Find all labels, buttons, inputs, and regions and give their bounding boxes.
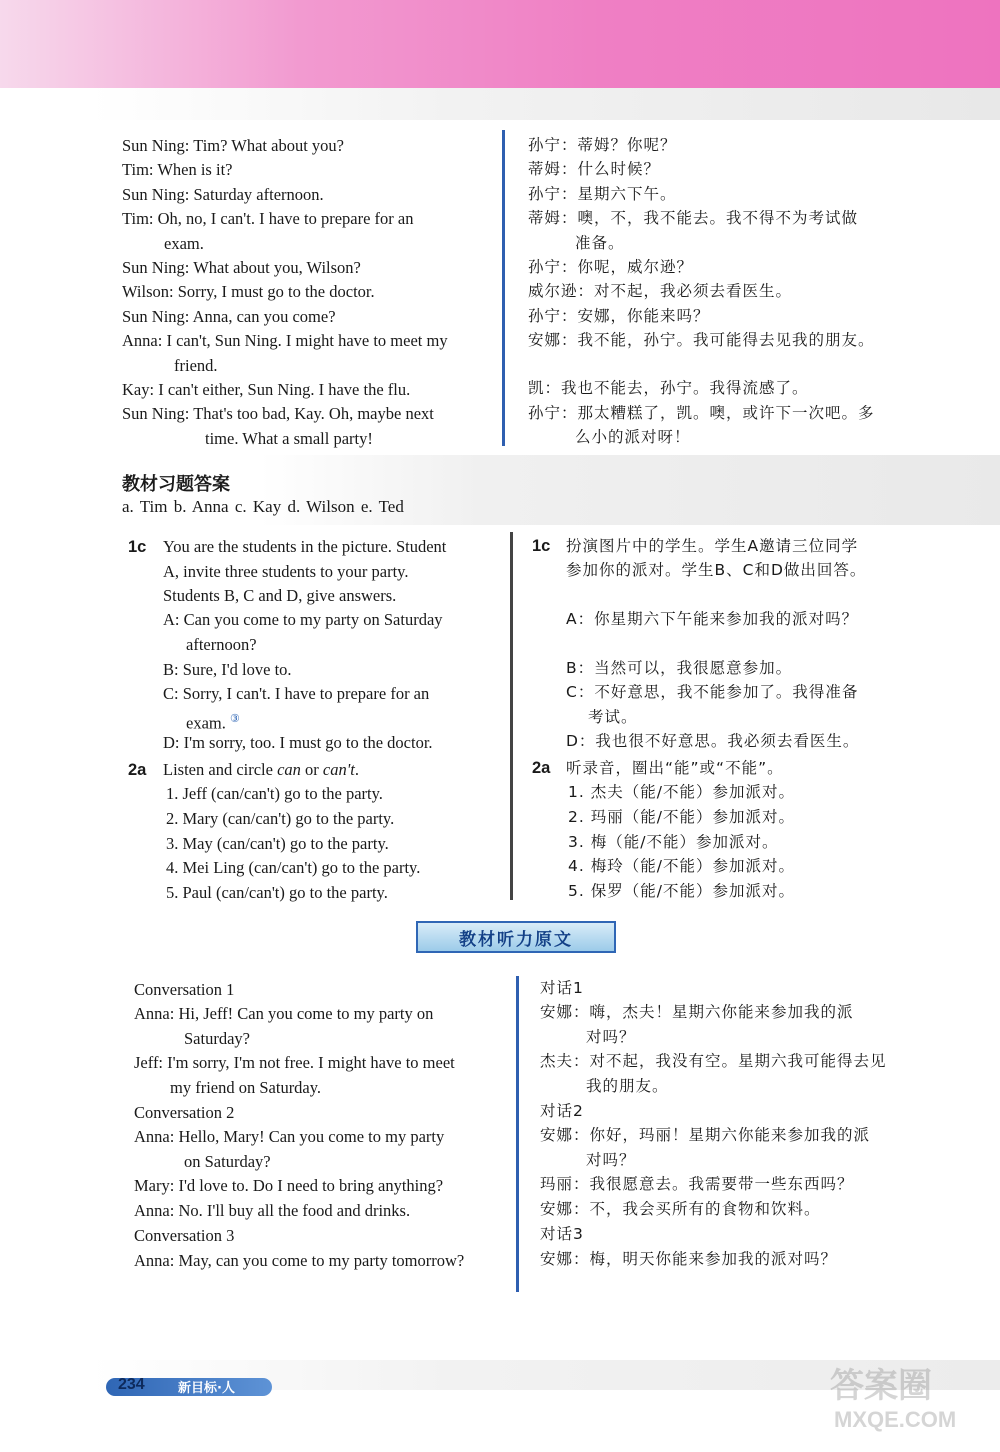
top-shade-band: [90, 88, 1000, 120]
dialogue-line-zh: 凯：我也不能去，孙宁。我得流感了。: [528, 379, 809, 397]
exercise-label: 2a: [532, 759, 551, 777]
circled-number-mark: ③: [229, 713, 240, 725]
dialogue-line-zh: 孙宁：星期六下午。: [528, 185, 677, 203]
dialogue-line: Sun Ning: Saturday afternoon.: [122, 185, 324, 204]
dialogue-line: Anna: I can't, Sun Ning. I might have to meet my: [122, 331, 448, 350]
dialogue-line-zh: 孙宁：那太糟糕了，凯。噢，或许下一次吧。多: [528, 404, 875, 422]
exercise-title: [163, 758, 359, 782]
conversation-line: Conversation 3: [134, 1226, 235, 1245]
conversation-line: my friend on Saturday.: [170, 1078, 322, 1097]
exercise-line: 4. Mei Ling (can/can't) go to the party.: [166, 858, 421, 877]
dialogue-line-zh: 孙宁：你呢，威尔逊？: [528, 258, 694, 276]
exercise-line-zh: 4. 梅玲（能/不能）参加派对。: [568, 857, 795, 875]
banner-title: 教材听力原文: [459, 929, 573, 950]
dialogue-line: friend.: [174, 356, 218, 375]
exercise-line: 3. May (can/can't) go to the party.: [166, 834, 389, 853]
dialogue-line: Sun Ning: What about you, Wilson?: [122, 258, 361, 277]
watermark-bottom-text: MXQE.COM: [834, 1407, 957, 1432]
conversation-line-zh: 对话3: [540, 1225, 584, 1243]
dialogue-line: Wilson: Sorry, I must go to the doctor.: [122, 282, 375, 301]
column-divider: [502, 130, 505, 446]
answers-line: a. Tim b. Anna c. Kay d. Wilson e. Ted: [122, 497, 404, 516]
title-text: Listen and circle: [163, 760, 278, 779]
exercise-line: 5. Paul (can/can't) go to the party.: [166, 883, 388, 902]
conversation-line-zh: 对话2: [540, 1102, 584, 1120]
dialogue-line-zh: 孙宁：安娜，你能来吗？: [528, 307, 710, 325]
exercise-line-zh: 考试。: [588, 708, 638, 726]
conversation-line-zh: 玛丽：我很愿意去。我需要带一些东西吗？: [540, 1175, 854, 1193]
exercise-line: You are the students in the picture. Student: [163, 537, 447, 556]
conversation-line-zh: 杰夫：对不起，我没有空。星期六我可能得去见: [540, 1052, 887, 1070]
exercise-line-zh: A：你星期六下午能来参加我的派对吗？: [566, 610, 859, 628]
exercise-line: C: Sorry, I can't. I have to prepare for an: [163, 684, 430, 703]
answers-heading: 教材习题答案: [122, 474, 230, 495]
exercise-label: 1c: [532, 537, 551, 555]
exercise-line-zh: 1. 杰夫（能/不能）参加派对。: [568, 783, 795, 801]
title-end: .: [354, 760, 359, 779]
conversation-line-zh: 安娜：梅，明天你能来参加我的派对吗？: [540, 1250, 838, 1268]
dialogue-line: Sun Ning: That's too bad, Kay. Oh, maybe next: [122, 404, 434, 423]
exercise-line-zh: B：当然可以，我很愿意参加。: [566, 659, 793, 677]
dialogue-line: Kay: I can't either, Sun Ning. I have the flu.: [122, 380, 411, 399]
conversation-line: Conversation 2: [134, 1103, 235, 1122]
dialogue-line-zh: 孙宁：蒂姆？你呢？: [528, 136, 677, 154]
column-divider: [510, 532, 513, 900]
top-decorative-banner: [0, 0, 1000, 88]
dialogue-line-zh: 蒂姆：什么时候？: [528, 160, 661, 178]
exercise-line: 1. Jeff (can/can't) go to the party.: [166, 784, 383, 803]
exercise-line: B: Sure, I'd love to.: [163, 660, 292, 679]
exercise-line: A, invite three students to your party.: [163, 562, 409, 581]
exercise-line-zh: 5. 保罗（能/不能）参加派对。: [568, 882, 795, 900]
dialogue-line-zh: 蒂姆：噢，不，我不能去。我不得不为考试做: [528, 209, 859, 227]
exercise-text: exam.: [186, 713, 226, 733]
watermark-top-text: 答案圈: [830, 1366, 932, 1406]
dialogue-line: Sun Ning: Tim? What about you?: [122, 136, 344, 155]
listening-script-banner: [416, 921, 616, 953]
page-number: 234: [118, 1376, 145, 1393]
exercise-line-zh: 参加你的派对。学生B、C和D做出回答。: [566, 561, 867, 579]
dialogue-line-zh: 么小的派对呀！: [575, 428, 691, 446]
exercise-line: D: I'm sorry, too. I must go to the doctor.: [163, 733, 433, 752]
exercise-line-zh: C：不好意思，我不能参加了。我得准备: [566, 683, 859, 701]
exercise-line-zh: 扮演图片中的学生。学生A邀请三位同学: [566, 537, 859, 555]
conversation-line: Anna: No. I'll buy all the food and drinks.: [134, 1201, 411, 1220]
exercise-label: 1c: [128, 538, 147, 556]
conversation-line-zh: 安娜：不，我会买所有的食物和饮料。: [540, 1200, 821, 1218]
conversation-line: Saturday?: [184, 1029, 250, 1048]
dialogue-line: Tim: When is it?: [122, 160, 233, 179]
exercise-line-zh: 听录音，圈出“能”或“不能”。: [566, 759, 784, 777]
dialogue-line-zh: 安娜：我不能，孙宁。我可能得去见我的朋友。: [528, 331, 875, 349]
conversation-line: Jeff: I'm sorry, I'm not free. I might have to meet: [134, 1053, 455, 1072]
dialogue-line-zh: 威尔逊：对不起，我必须去看医生。: [528, 282, 793, 300]
series-label: 新目标·人: [178, 1381, 235, 1396]
title-or: or: [300, 760, 323, 779]
conversation-line-zh: 对吗？: [586, 1028, 636, 1046]
exercise-label: 2a: [128, 761, 147, 779]
watermark-logo: [820, 1355, 990, 1435]
conversation-line-zh: 对吗？: [586, 1151, 636, 1169]
exercise-line-zh: 2. 玛丽（能/不能）参加派对。: [568, 808, 795, 826]
title-cant: can't: [322, 760, 355, 779]
conversation-line-zh: 安娜：你好，玛丽！星期六你能来参加我的派: [540, 1126, 871, 1144]
conversation-line: on Saturday?: [184, 1152, 271, 1171]
conversation-line: Conversation 1: [134, 980, 235, 999]
conversation-line-zh: 我的朋友。: [586, 1077, 669, 1095]
dialogue-line: exam.: [164, 234, 204, 253]
exercise-line-zh: D：我也很不好意思。我必须去看医生。: [566, 732, 860, 750]
exercise-line: Students B, C and D, give answers.: [163, 586, 397, 605]
conversation-line: Anna: Hi, Jeff! Can you come to my party on: [134, 1004, 434, 1023]
exercise-line: afternoon?: [186, 635, 257, 654]
dialogue-line: Sun Ning: Anna, can you come?: [122, 307, 336, 326]
dialogue-line: Tim: Oh, no, I can't. I have to prepare for an: [122, 209, 414, 228]
column-divider: [516, 976, 519, 1292]
exercise-line-zh: 3. 梅（能/不能）参加派对。: [568, 833, 779, 851]
exercise-line: A: Can you come to my party on Saturday: [163, 610, 443, 629]
dialogue-line-zh: 准备。: [575, 234, 625, 252]
exercise-line: 2. Mary (can/can't) go to the party.: [166, 809, 395, 828]
dialogue-line: time. What a small party!: [205, 429, 373, 448]
conversation-line: Anna: Hello, Mary! Can you come to my party: [134, 1127, 445, 1146]
conversation-line-zh: 安娜：嗨，杰夫！星期六你能来参加我的派: [540, 1003, 854, 1021]
conversation-line: Mary: I'd love to. Do I need to bring anything?: [134, 1176, 444, 1195]
title-can: can: [277, 760, 301, 779]
conversation-line-zh: 对话1: [540, 979, 584, 997]
conversation-line: Anna: May, can you come to my party tomorrow?: [134, 1251, 465, 1270]
